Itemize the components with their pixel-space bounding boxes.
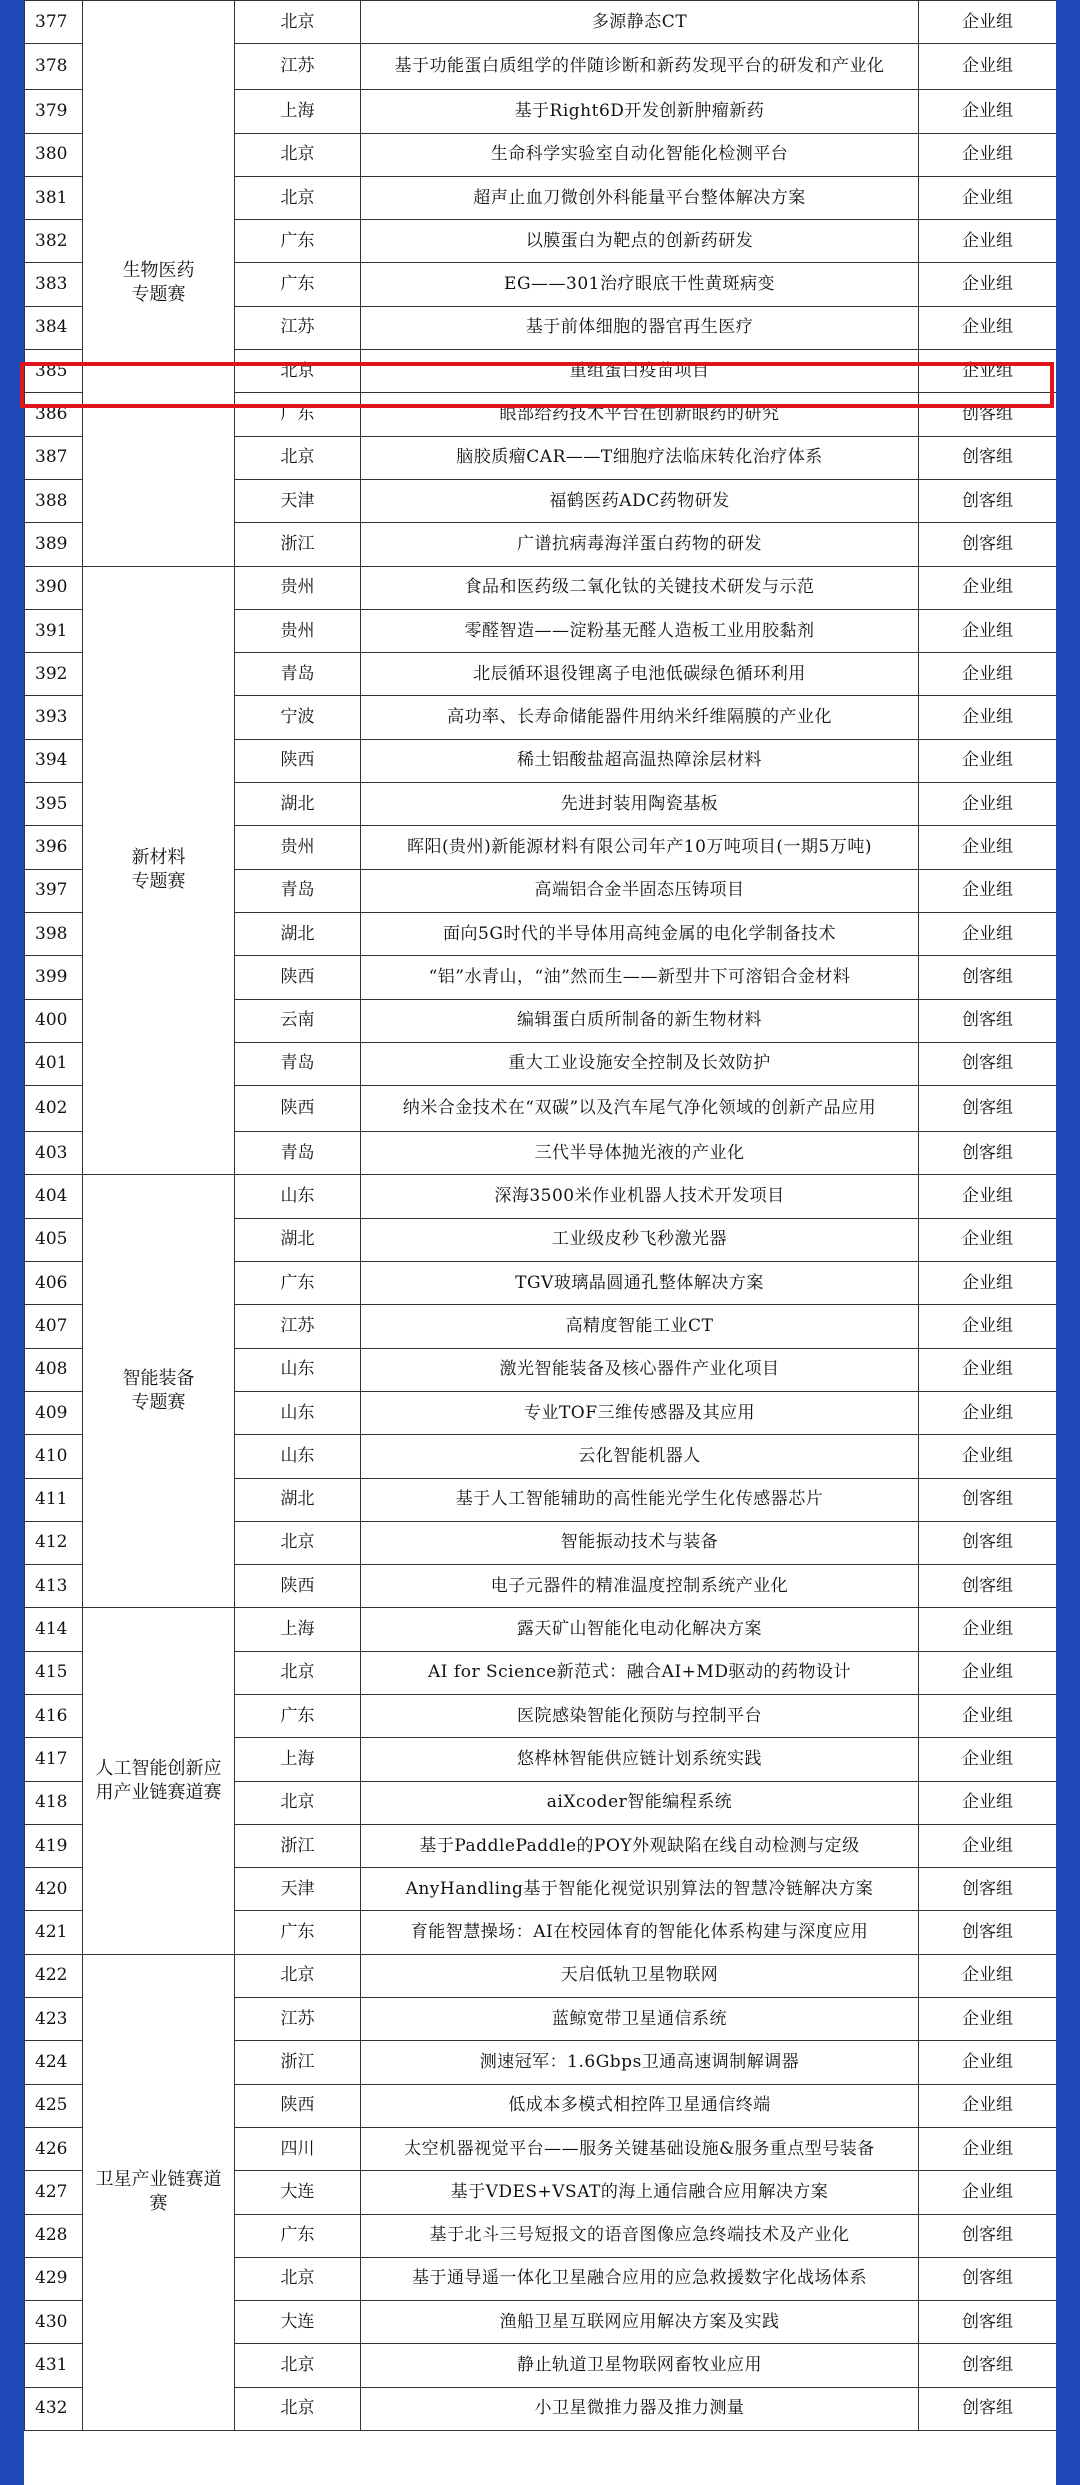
category-cell: 卫星产业链赛道 赛: [83, 1954, 235, 2430]
group-cell: 企业组: [919, 566, 1057, 609]
row-number: 422: [25, 1954, 83, 1997]
row-number: 428: [25, 2214, 83, 2257]
project-name-cell: 太空机器视觉平台——服务关键基础设施&服务重点型号装备: [361, 2127, 919, 2170]
row-number: 397: [25, 869, 83, 912]
region-cell: 广东: [235, 263, 361, 306]
region-cell: 陕西: [235, 2084, 361, 2127]
row-number: 400: [25, 999, 83, 1042]
row-number: 408: [25, 1348, 83, 1391]
row-number: 432: [25, 2387, 83, 2430]
region-cell: 广东: [235, 393, 361, 436]
row-number: 410: [25, 1435, 83, 1478]
project-name-cell: TGV玻璃晶圆通孔整体解决方案: [361, 1262, 919, 1305]
group-cell: 企业组: [919, 1608, 1057, 1651]
group-cell: 企业组: [919, 1824, 1057, 1867]
region-cell: 大连: [235, 2301, 361, 2344]
region-cell: 广东: [235, 1262, 361, 1305]
project-name-cell: 三代半导体抛光液的产业化: [361, 1132, 919, 1175]
project-name-cell: 高功率、长寿命储能器件用纳米纤维隔膜的产业化: [361, 696, 919, 739]
region-cell: 宁波: [235, 696, 361, 739]
row-number: 426: [25, 2127, 83, 2170]
project-name-cell: aiXcoder智能编程系统: [361, 1781, 919, 1824]
region-cell: 云南: [235, 999, 361, 1042]
project-name-cell: 晖阳(贵州)新能源材料有限公司年产10万吨项目(一期5万吨): [361, 826, 919, 869]
region-cell: 广东: [235, 1694, 361, 1737]
row-number: 389: [25, 523, 83, 566]
group-cell: 企业组: [919, 696, 1057, 739]
project-name-cell: 高精度智能工业CT: [361, 1305, 919, 1348]
group-cell: 企业组: [919, 2084, 1057, 2127]
project-name-cell: 纳米合金技术在“双碳”以及汽车尾气净化领域的创新产品应用: [361, 1086, 919, 1132]
region-cell: 北京: [235, 1954, 361, 1997]
region-cell: 山东: [235, 1348, 361, 1391]
project-name-cell: 渔船卫星互联网应用解决方案及实践: [361, 2301, 919, 2344]
region-cell: 江苏: [235, 44, 361, 90]
table-row: [25, 1175, 1057, 1218]
project-name-cell: 激光智能装备及核心器件产业化项目: [361, 1348, 919, 1391]
row-number: 430: [25, 2301, 83, 2344]
group-cell: 企业组: [919, 2171, 1057, 2214]
group-cell: 企业组: [919, 90, 1057, 133]
project-name-cell: 育能智慧操场：AI在校园体育的智能化体系构建与深度应用: [361, 1911, 919, 1954]
group-cell: 创客组: [919, 956, 1057, 999]
group-cell: 企业组: [919, 1781, 1057, 1824]
row-number: 412: [25, 1521, 83, 1564]
region-cell: 山东: [235, 1435, 361, 1478]
project-name-cell: 北辰循环退役锂离子电池低碳绿色循环利用: [361, 653, 919, 696]
project-name-cell: “铝”水青山，“油”然而生——新型井下可溶铝合金材料: [361, 956, 919, 999]
region-cell: 山东: [235, 1391, 361, 1434]
project-name-cell: 眼部给药技术平台在创新眼药的研究: [361, 393, 919, 436]
group-cell: 企业组: [919, 176, 1057, 219]
region-cell: 北京: [235, 350, 361, 393]
row-number: 391: [25, 609, 83, 652]
category-cell: 智能装备 专题赛: [83, 1175, 235, 1608]
region-cell: 青岛: [235, 653, 361, 696]
group-cell: 创客组: [919, 2344, 1057, 2387]
row-number: 413: [25, 1565, 83, 1608]
group-cell: 企业组: [919, 1262, 1057, 1305]
group-cell: 企业组: [919, 1651, 1057, 1694]
row-number: 425: [25, 2084, 83, 2127]
project-name-cell: 基于北斗三号短报文的语音图像应急终端技术及产业化: [361, 2214, 919, 2257]
row-number: 411: [25, 1478, 83, 1521]
row-number: 379: [25, 90, 83, 133]
project-name-cell: 天启低轨卫星物联网: [361, 1954, 919, 1997]
row-number: 427: [25, 2171, 83, 2214]
project-name-cell: 食品和医药级二氧化钛的关键技术研发与示范: [361, 566, 919, 609]
region-cell: 天津: [235, 479, 361, 522]
project-name-cell: 电子元器件的精准温度控制系统产业化: [361, 1565, 919, 1608]
region-cell: 贵州: [235, 566, 361, 609]
region-cell: 陕西: [235, 1086, 361, 1132]
region-cell: 北京: [235, 1781, 361, 1824]
row-number: 429: [25, 2257, 83, 2300]
group-cell: 企业组: [919, 912, 1057, 955]
group-cell: 企业组: [919, 220, 1057, 263]
group-cell: 企业组: [919, 826, 1057, 869]
region-cell: 北京: [235, 1521, 361, 1564]
group-cell: 企业组: [919, 263, 1057, 306]
row-number: 421: [25, 1911, 83, 1954]
region-cell: 上海: [235, 1738, 361, 1781]
group-cell: 企业组: [919, 1175, 1057, 1218]
document-sheet: [24, 0, 1056, 2485]
region-cell: 贵州: [235, 826, 361, 869]
project-name-cell: 智能振动技术与装备: [361, 1521, 919, 1564]
group-cell: 企业组: [919, 1348, 1057, 1391]
category-cell: 新材料 专题赛: [83, 566, 235, 1175]
project-name-cell: 蓝鲸宽带卫星通信系统: [361, 1998, 919, 2041]
project-name-cell: 重组蛋白疫苗项目: [361, 350, 919, 393]
row-number: 390: [25, 566, 83, 609]
row-number: 383: [25, 263, 83, 306]
row-number: 401: [25, 1042, 83, 1085]
project-name-cell: 多源静态CT: [361, 1, 919, 44]
group-cell: 创客组: [919, 1911, 1057, 1954]
group-cell: 企业组: [919, 783, 1057, 826]
region-cell: 北京: [235, 176, 361, 219]
group-cell: 企业组: [919, 44, 1057, 90]
project-name-cell: 脑胶质瘤CAR——T细胞疗法临床转化治疗体系: [361, 436, 919, 479]
row-number: 398: [25, 912, 83, 955]
region-cell: 北京: [235, 2344, 361, 2387]
group-cell: 企业组: [919, 1, 1057, 44]
project-name-cell: 基于通导遥一体化卫星融合应用的应急救援数字化战场体系: [361, 2257, 919, 2300]
row-number: 381: [25, 176, 83, 219]
project-name-cell: 超声止血刀微创外科能量平台整体解决方案: [361, 176, 919, 219]
group-cell: 创客组: [919, 523, 1057, 566]
group-cell: 企业组: [919, 1391, 1057, 1434]
row-number: 420: [25, 1868, 83, 1911]
region-cell: 北京: [235, 1651, 361, 1694]
project-name-cell: 小卫星微推力器及推力测量: [361, 2387, 919, 2430]
group-cell: 企业组: [919, 2127, 1057, 2170]
project-name-cell: 露天矿山智能化电动化解决方案: [361, 1608, 919, 1651]
row-number: 409: [25, 1391, 83, 1434]
category-cell: 人工智能创新应 用产业链赛道赛: [83, 1608, 235, 1954]
region-cell: 北京: [235, 436, 361, 479]
row-number: 418: [25, 1781, 83, 1824]
region-cell: 北京: [235, 2387, 361, 2430]
table-row: [25, 1, 1057, 44]
row-number: 431: [25, 2344, 83, 2387]
region-cell: 浙江: [235, 1824, 361, 1867]
group-cell: 创客组: [919, 1868, 1057, 1911]
group-cell: 企业组: [919, 1435, 1057, 1478]
region-cell: 青岛: [235, 869, 361, 912]
region-cell: 广东: [235, 1911, 361, 1954]
region-cell: 湖北: [235, 783, 361, 826]
project-name-cell: AI for Science新范式：融合AI+MD驱动的药物设计: [361, 1651, 919, 1694]
project-name-cell: 基于Right6D开发创新肿瘤新药: [361, 90, 919, 133]
group-cell: 企业组: [919, 133, 1057, 176]
table-row: [25, 1608, 1057, 1651]
row-number: 399: [25, 956, 83, 999]
region-cell: 北京: [235, 1, 361, 44]
group-cell: 创客组: [919, 436, 1057, 479]
region-cell: 大连: [235, 2171, 361, 2214]
project-name-cell: 悠桦林智能供应链计划系统实践: [361, 1738, 919, 1781]
row-number: 394: [25, 739, 83, 782]
project-name-cell: 基于人工智能辅助的高性能光学生化传感器芯片: [361, 1478, 919, 1521]
group-cell: 创客组: [919, 999, 1057, 1042]
row-number: 388: [25, 479, 83, 522]
row-number: 378: [25, 44, 83, 90]
project-name-cell: 编辑蛋白质所制备的新生物材料: [361, 999, 919, 1042]
row-number: 419: [25, 1824, 83, 1867]
region-cell: 浙江: [235, 2041, 361, 2084]
group-cell: 企业组: [919, 869, 1057, 912]
row-number: 403: [25, 1132, 83, 1175]
region-cell: 陕西: [235, 956, 361, 999]
group-cell: 创客组: [919, 2387, 1057, 2430]
group-cell: 创客组: [919, 1042, 1057, 1085]
table-row: [25, 1954, 1057, 1997]
project-name-cell: 基于前体细胞的器官再生医疗: [361, 306, 919, 349]
project-name-cell: 深海3500米作业机器人技术开发项目: [361, 1175, 919, 1218]
region-cell: 陕西: [235, 1565, 361, 1608]
region-cell: 青岛: [235, 1132, 361, 1175]
project-name-cell: 福鹤医药ADC药物研发: [361, 479, 919, 522]
region-cell: 江苏: [235, 306, 361, 349]
row-number: 396: [25, 826, 83, 869]
row-number: 392: [25, 653, 83, 696]
project-name-cell: 以膜蛋白为靶点的创新药研发: [361, 220, 919, 263]
region-cell: 上海: [235, 1608, 361, 1651]
region-cell: 湖北: [235, 912, 361, 955]
group-cell: 企业组: [919, 1998, 1057, 2041]
region-cell: 四川: [235, 2127, 361, 2170]
region-cell: 湖北: [235, 1218, 361, 1261]
row-number: 423: [25, 1998, 83, 2041]
row-number: 416: [25, 1694, 83, 1737]
group-cell: 企业组: [919, 1694, 1057, 1737]
project-name-cell: 基于VDES+VSAT的海上通信融合应用解决方案: [361, 2171, 919, 2214]
project-name-cell: 静止轨道卫星物联网畜牧业应用: [361, 2344, 919, 2387]
group-cell: 创客组: [919, 1086, 1057, 1132]
row-number: 382: [25, 220, 83, 263]
region-cell: 北京: [235, 2257, 361, 2300]
group-cell: 企业组: [919, 1954, 1057, 1997]
group-cell: 企业组: [919, 609, 1057, 652]
group-cell: 创客组: [919, 479, 1057, 522]
row-number: 380: [25, 133, 83, 176]
table-row: [25, 566, 1057, 609]
group-cell: 企业组: [919, 653, 1057, 696]
project-name-cell: 面向5G时代的半导体用高纯金属的电化学制备技术: [361, 912, 919, 955]
project-name-cell: 基于PaddlePaddle的POY外观缺陷在线自动检测与定级: [361, 1824, 919, 1867]
project-name-cell: 先进封装用陶瓷基板: [361, 783, 919, 826]
region-cell: 山东: [235, 1175, 361, 1218]
region-cell: 北京: [235, 133, 361, 176]
row-number: 424: [25, 2041, 83, 2084]
region-cell: 上海: [235, 90, 361, 133]
region-cell: 贵州: [235, 609, 361, 652]
project-name-cell: 测速冠军：1.6Gbps卫通高速调制解调器: [361, 2041, 919, 2084]
project-name-cell: 高端铝合金半固态压铸项目: [361, 869, 919, 912]
group-cell: 企业组: [919, 1305, 1057, 1348]
project-name-cell: 工业级皮秒飞秒激光器: [361, 1218, 919, 1261]
project-name-cell: 专业TOF三维传感器及其应用: [361, 1391, 919, 1434]
region-cell: 青岛: [235, 1042, 361, 1085]
project-name-cell: 稀土铝酸盐超高温热障涂层材料: [361, 739, 919, 782]
group-cell: 企业组: [919, 2041, 1057, 2084]
group-cell: 创客组: [919, 1132, 1057, 1175]
row-number: 386: [25, 393, 83, 436]
region-cell: 天津: [235, 1868, 361, 1911]
row-number: 406: [25, 1262, 83, 1305]
project-name-cell: EG——301治疗眼底干性黄斑病变: [361, 263, 919, 306]
row-number: 385: [25, 350, 83, 393]
region-cell: 江苏: [235, 1305, 361, 1348]
group-cell: 企业组: [919, 1738, 1057, 1781]
project-name-cell: 重大工业设施安全控制及长效防护: [361, 1042, 919, 1085]
project-name-cell: AnyHandling基于智能化视觉识别算法的智慧冷链解决方案: [361, 1868, 919, 1911]
row-number: 417: [25, 1738, 83, 1781]
row-number: 415: [25, 1651, 83, 1694]
region-cell: 浙江: [235, 523, 361, 566]
region-cell: 广东: [235, 2214, 361, 2257]
project-name-cell: 零醛智造——淀粉基无醛人造板工业用胶黏剂: [361, 609, 919, 652]
project-name-cell: 广谱抗病毒海洋蛋白药物的研发: [361, 523, 919, 566]
group-cell: 企业组: [919, 306, 1057, 349]
project-name-cell: 基于功能蛋白质组学的伴随诊断和新药发现平台的研发和产业化: [361, 44, 919, 90]
row-number: 404: [25, 1175, 83, 1218]
row-number: 405: [25, 1218, 83, 1261]
region-cell: 广东: [235, 220, 361, 263]
group-cell: 企业组: [919, 1218, 1057, 1261]
category-cell: 生物医药 专题赛: [83, 1, 235, 567]
project-name-cell: 云化智能机器人: [361, 1435, 919, 1478]
row-number: 395: [25, 783, 83, 826]
group-cell: 创客组: [919, 1565, 1057, 1608]
row-number: 384: [25, 306, 83, 349]
group-cell: 创客组: [919, 1478, 1057, 1521]
region-cell: 湖北: [235, 1478, 361, 1521]
row-number: 393: [25, 696, 83, 739]
group-cell: 企业组: [919, 739, 1057, 782]
row-number: 377: [25, 1, 83, 44]
group-cell: 创客组: [919, 2301, 1057, 2344]
project-name-cell: 生命科学实验室自动化智能化检测平台: [361, 133, 919, 176]
group-cell: 创客组: [919, 2214, 1057, 2257]
row-number: 402: [25, 1086, 83, 1132]
project-name-cell: 医院感染智能化预防与控制平台: [361, 1694, 919, 1737]
row-number: 387: [25, 436, 83, 479]
group-cell: 创客组: [919, 393, 1057, 436]
row-number: 407: [25, 1305, 83, 1348]
region-cell: 江苏: [235, 1998, 361, 2041]
region-cell: 陕西: [235, 739, 361, 782]
project-name-cell: 低成本多模式相控阵卫星通信终端: [361, 2084, 919, 2127]
row-number: 414: [25, 1608, 83, 1651]
group-cell: 创客组: [919, 1521, 1057, 1564]
group-cell: 企业组: [919, 350, 1057, 393]
group-cell: 创客组: [919, 2257, 1057, 2300]
project-table: [24, 0, 1056, 2431]
